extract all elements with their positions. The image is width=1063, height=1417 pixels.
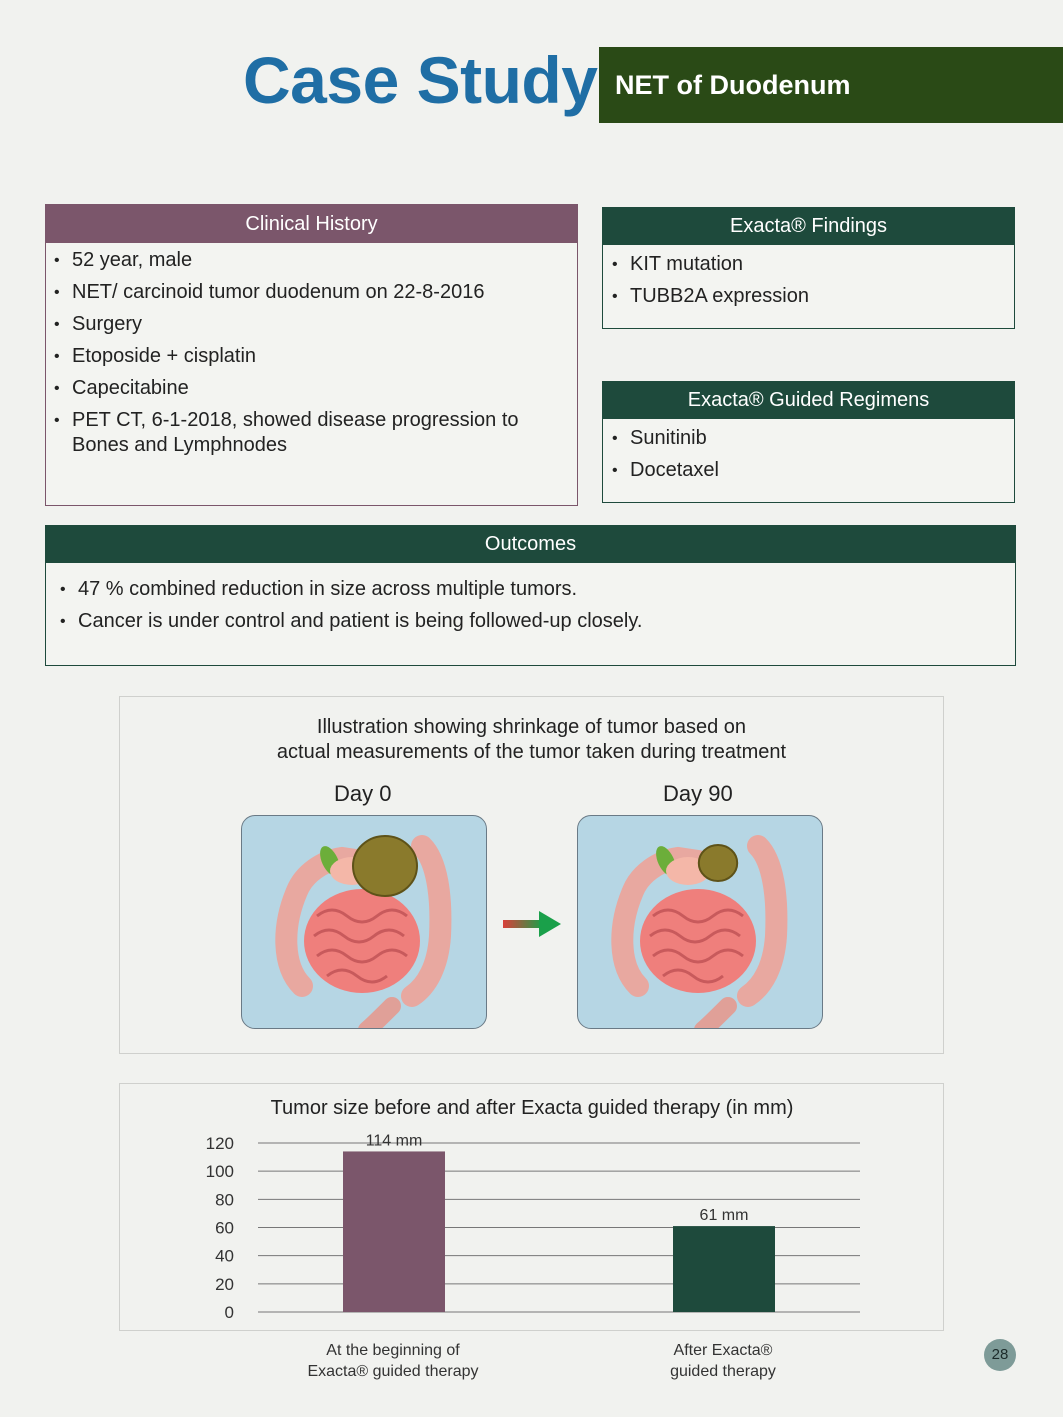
x-category-label-1	[623, 1340, 823, 1382]
page-number-badge: 28	[984, 1339, 1016, 1371]
x-category-line: Exacta® guided therapy	[307, 1363, 479, 1380]
list-item: • TUBB2A expression	[630, 284, 1014, 309]
clinical-history-box	[45, 204, 578, 506]
list-item: • Docetaxel	[630, 458, 1014, 483]
outcomes-list	[46, 563, 1015, 634]
day0-label: Day 0	[334, 781, 392, 806]
findings-list	[603, 245, 1014, 309]
clinical-history-list	[46, 243, 577, 458]
findings-heading: Exacta® Findings	[603, 208, 1014, 245]
bar-0	[343, 1151, 445, 1312]
y-tick-label: 60	[215, 1218, 234, 1238]
x-category-line: guided therapy	[670, 1363, 776, 1380]
tumor-size-chart	[119, 1083, 944, 1331]
list-item: • 47 % combined reduction in size across multiple tumors.	[78, 577, 1015, 602]
list-item: • Etoposide + cisplatin	[72, 344, 577, 369]
y-tick-label: 100	[205, 1162, 234, 1182]
case-banner: NET of Duodenum	[599, 47, 1063, 123]
regimens-heading: Exacta® Guided Regimens	[603, 382, 1014, 419]
illustration-caption	[120, 715, 943, 765]
y-tick-label: 20	[215, 1274, 234, 1294]
outcomes-box	[45, 525, 1016, 666]
y-tick-label: 120	[205, 1134, 234, 1153]
list-item: • PET CT, 6-1-2018, showed disease progression to Bones and Lymphnodes	[72, 408, 542, 458]
tumor-mark-day90	[699, 845, 737, 881]
list-item: • Surgery	[72, 312, 577, 337]
list-item: • 52 year, male	[72, 248, 577, 273]
day90-label: Day 90	[663, 781, 733, 806]
chart-title: Tumor size before and after Exacta guided therapy (in mm)	[270, 1097, 794, 1119]
chart-bars	[343, 1151, 775, 1312]
day0-image	[241, 815, 487, 1029]
list-item: • Cancer is under control and patient is being followed-up closely.	[78, 609, 1015, 634]
intestine-illustration-day90	[578, 816, 823, 1029]
regimens-list	[603, 419, 1014, 483]
outcomes-heading: Outcomes	[46, 526, 1015, 563]
data-label-1: 61 mm	[699, 1207, 749, 1225]
findings-box	[602, 207, 1015, 329]
list-item: • NET/ carcinoid tumor duodenum on 22-8-2016	[72, 280, 577, 305]
arrow-icon	[501, 909, 563, 939]
list-item: • Capecitabine	[72, 376, 577, 401]
tumor-mark-day0	[353, 836, 417, 896]
x-category-line: After Exacta®	[673, 1342, 773, 1359]
x-category-line: At the beginning of	[326, 1342, 460, 1359]
clinical-history-heading: Clinical History	[46, 205, 577, 243]
caption-line: Illustration showing shrinkage of tumor based on	[316, 716, 747, 738]
caption-line: actual measurements of the tumor taken during treatment	[276, 741, 787, 763]
regimens-box	[602, 381, 1015, 503]
list-item: • Sunitinib	[630, 426, 1014, 451]
y-tick-label: 0	[224, 1303, 234, 1322]
list-item: • KIT mutation	[630, 252, 1014, 277]
day90-image	[577, 815, 823, 1029]
page-title: Case Study	[243, 43, 598, 117]
intestine-illustration-day0	[242, 816, 487, 1029]
data-label-0: 114 mm	[365, 1132, 423, 1150]
x-category-label-0	[293, 1340, 493, 1382]
chart-canvas	[120, 1084, 945, 1332]
y-tick-label: 40	[215, 1246, 234, 1266]
y-tick-label: 80	[215, 1190, 234, 1210]
y-axis-ticks	[206, 1134, 234, 1322]
illustration-panel	[119, 696, 944, 1054]
bar-1	[673, 1226, 775, 1312]
